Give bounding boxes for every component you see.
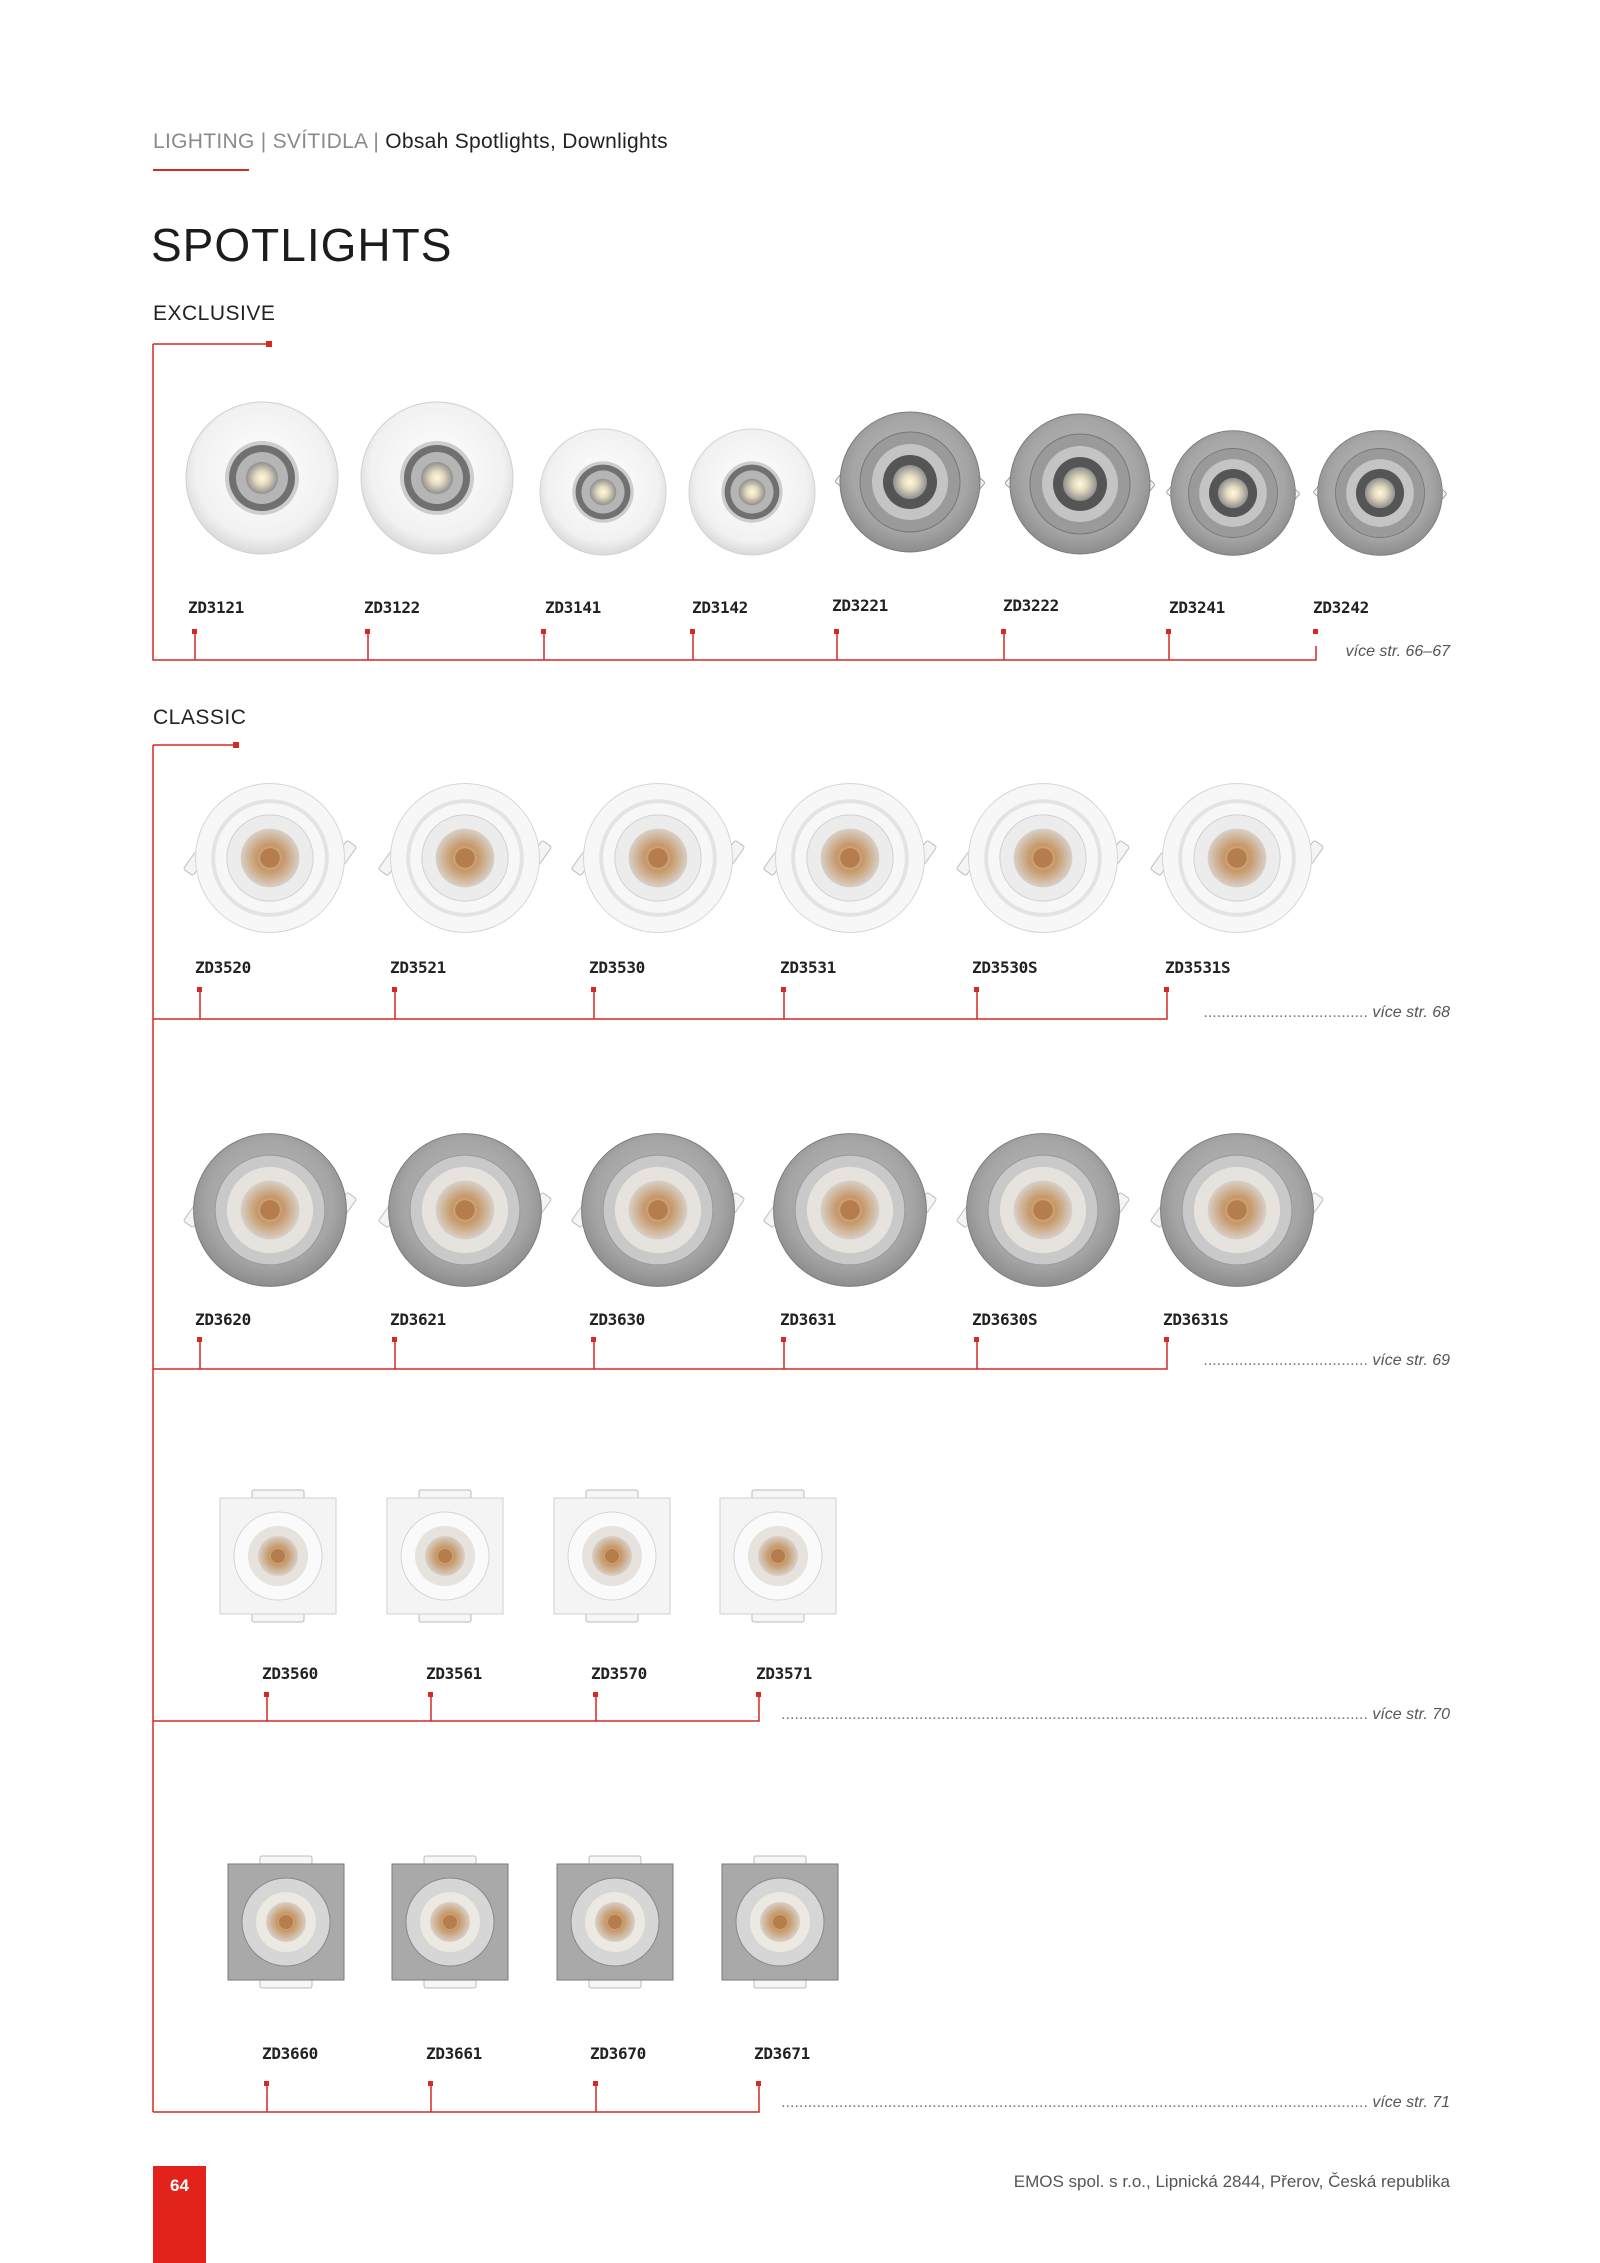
more-pages-text: více str. 68 bbox=[1372, 1004, 1450, 1021]
product-code: ZD3630 bbox=[589, 1310, 645, 1329]
product-image-ZD3660 bbox=[228, 1856, 344, 1988]
product-image-ZD3531 bbox=[763, 784, 936, 933]
product-code: ZD3122 bbox=[364, 598, 420, 617]
product-code: ZD3531S bbox=[1165, 958, 1231, 977]
product-image-ZD3521 bbox=[378, 784, 551, 933]
product-code: ZD3142 bbox=[692, 598, 748, 617]
product-code: ZD3242 bbox=[1313, 598, 1369, 617]
product-image-ZD3671 bbox=[722, 1856, 838, 1988]
product-image-ZD3520 bbox=[183, 784, 356, 933]
page-title: SPOTLIGHTS bbox=[151, 219, 453, 271]
dot-leader: .................................................................................................................................... bbox=[781, 2094, 1368, 2111]
product-code: ZD3520 bbox=[195, 958, 251, 977]
more-pages-link[interactable]: více str. 66–67 bbox=[1345, 643, 1450, 660]
product-image-ZD3661 bbox=[392, 1856, 508, 1988]
product-code: ZD3241 bbox=[1169, 598, 1225, 617]
more-pages-text: více str. 69 bbox=[1372, 1352, 1450, 1369]
dot-leader: ..................................... bbox=[1203, 1352, 1368, 1369]
product-image-ZD3631 bbox=[763, 1134, 936, 1287]
section-classic-label: CLASSIC bbox=[153, 706, 247, 729]
product-image-ZD3561 bbox=[387, 1490, 503, 1622]
product-code: ZD3630S bbox=[972, 1310, 1038, 1329]
product-code: ZD3620 bbox=[195, 1310, 251, 1329]
product-code: ZD3530S bbox=[972, 958, 1038, 977]
product-image-ZD3631S bbox=[1150, 1134, 1323, 1287]
product-image-ZD3530 bbox=[571, 784, 744, 933]
more-pages-text: více str. 70 bbox=[1372, 1706, 1450, 1723]
product-code: ZD3621 bbox=[390, 1310, 446, 1329]
product-image-ZD3530S bbox=[956, 784, 1129, 933]
dot-leader: ..................................... bbox=[1203, 1004, 1368, 1021]
product-image-ZD3560 bbox=[220, 1490, 336, 1622]
product-code: ZD3121 bbox=[188, 598, 244, 617]
more-pages-text: více str. 71 bbox=[1372, 2094, 1450, 2111]
product-image-ZD3531S bbox=[1150, 784, 1323, 933]
product-code: ZD3141 bbox=[545, 598, 601, 617]
breadcrumb-current: Obsah Spotlights, Downlights bbox=[385, 130, 668, 153]
product-image-ZD3630S bbox=[956, 1134, 1129, 1287]
product-code: ZD3560 bbox=[262, 1664, 318, 1683]
more-pages-link[interactable] bbox=[781, 2094, 1450, 2112]
product-image-ZD3141 bbox=[540, 429, 666, 555]
product-code: ZD3670 bbox=[590, 2044, 646, 2063]
product-image-ZD3630 bbox=[571, 1134, 744, 1287]
more-pages-link[interactable] bbox=[781, 1706, 1450, 1724]
more-pages-link[interactable] bbox=[1203, 1352, 1450, 1370]
dot-leader: .................................................................................................................................... bbox=[781, 1706, 1368, 1723]
product-image-ZD3571 bbox=[720, 1490, 836, 1622]
product-code: ZD3222 bbox=[1003, 596, 1059, 615]
product-code: ZD3561 bbox=[426, 1664, 482, 1683]
product-code: ZD3660 bbox=[262, 2044, 318, 2063]
product-code: ZD3570 bbox=[591, 1664, 647, 1683]
product-image-ZD3242 bbox=[1313, 431, 1447, 556]
product-image-ZD3570 bbox=[554, 1490, 670, 1622]
product-image-ZD3222 bbox=[1005, 414, 1156, 554]
product-code: ZD3571 bbox=[756, 1664, 812, 1683]
section-exclusive-label: EXCLUSIVE bbox=[153, 302, 276, 325]
breadcrumb-category: LIGHTING | SVÍTIDLA | bbox=[153, 130, 380, 153]
product-code: ZD3631 bbox=[780, 1310, 836, 1329]
product-image-ZD3121 bbox=[186, 402, 338, 554]
product-code: ZD3661 bbox=[426, 2044, 482, 2063]
more-pages-link[interactable] bbox=[1203, 1004, 1450, 1022]
product-code: ZD3671 bbox=[754, 2044, 810, 2063]
product-code: ZD3221 bbox=[832, 596, 888, 615]
product-code: ZD3521 bbox=[390, 958, 446, 977]
product-code: ZD3531 bbox=[780, 958, 836, 977]
product-image-ZD3621 bbox=[378, 1134, 551, 1287]
footer-company: EMOS spol. s r.o., Lipnická 2844, Přerov, Česká republika bbox=[1013, 2172, 1450, 2191]
product-image-ZD3122 bbox=[361, 402, 513, 554]
product-code: ZD3530 bbox=[589, 958, 645, 977]
product-image-ZD3221 bbox=[835, 412, 986, 552]
product-image-ZD3620 bbox=[183, 1134, 356, 1287]
product-image-ZD3670 bbox=[557, 1856, 673, 1988]
product-image-ZD3142 bbox=[689, 429, 815, 555]
product-code: ZD3631S bbox=[1163, 1310, 1229, 1329]
page-number: 64 bbox=[170, 2176, 189, 2195]
product-image-ZD3241 bbox=[1166, 431, 1300, 556]
